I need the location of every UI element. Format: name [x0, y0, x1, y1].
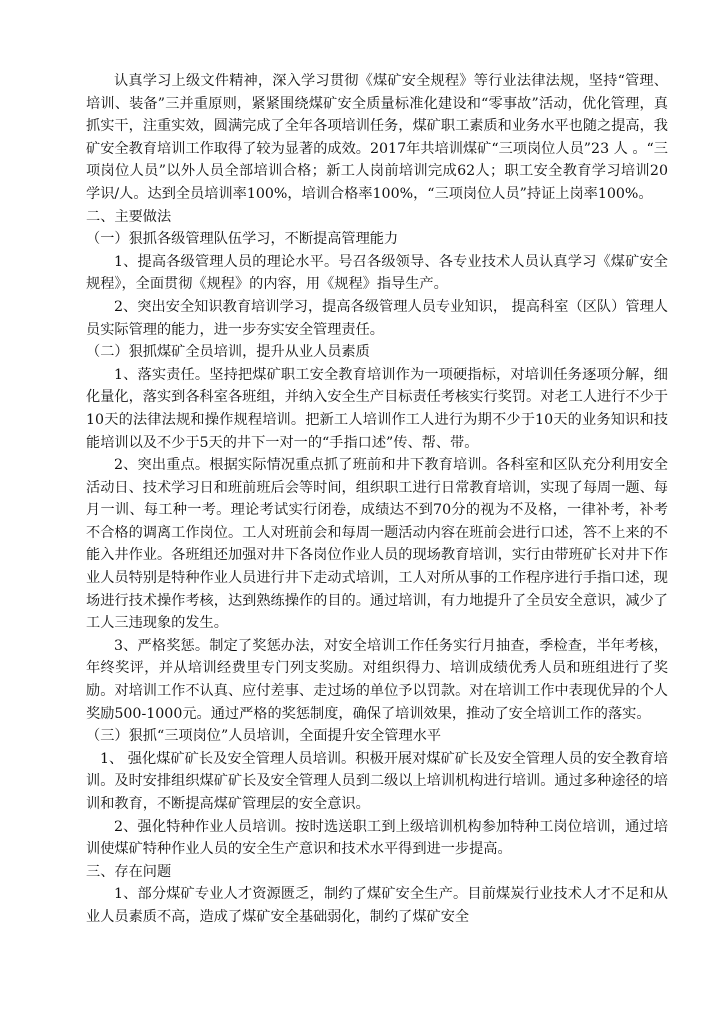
paragraph-talent-shortage: 1、部分煤矿专业人才资源匮乏，制约了煤矿安全生产。目前煤炭行业技术人才不足和从业人员素质不高，造成了煤矿安全基础弱化，制约了煤矿安全: [86, 886, 668, 925]
section-heading-main-practices: 二、主要做法: [86, 208, 172, 225]
paragraph-safety-knowledge: 2、突出安全知识教育培训学习，提高各级管理人员专业知识， 提高科室（区队）管理人员实际管理的能力，进一步夯实安全管理责任。: [86, 298, 668, 338]
subsection-heading-management-study: （一）狠抓各级管理队伍学习，不断提高管理能力: [86, 231, 399, 248]
paragraph-mine-managers: 1、 强化煤矿矿长及安全管理人员培训。积极开展对煤矿矿长及安全管理人员的安全教育培训。及时安排组织煤矿矿长及安全管理人员到二级以上培训机构进行培训。通过多种途径的培训和教育，不断提高煤矿管理层的安全意识。: [86, 750, 668, 812]
paragraph-responsibility: 1、落实责任。坚持把煤矿职工安全教育培训作为一项硬指标，对培训任务逐项分解，细化量化，落实到各科室各班组，并纳入安全生产目标责任考核实行奖罚。对老工人进行不少于10天的法律法规和操作规程培训。把新工人培训作工人进行为期不少于10天的业务知识和技能培训以及不少于5天的井下一对一的“手指口述”传、帮、带。: [86, 366, 668, 451]
intro-paragraph: 认真学习上级文件精神，深入学习贯彻《煤矿安全规程》等行业法律法规，坚持“管理、培训、装备”三并重原则，紧紧围绕煤矿安全质量标准化建设和“零事故”活动，优化管理，真抓实干，注重实效，圆满完成了全年各项培训任务，煤矿职工素质和业务水平也随之提高，我矿安全教育培训工作取得了较为显著的成效。2017年共培训煤矿“三项岗位人员”23 人 。“三项岗位人员”以外人员全部培训合格；新工人岗前培训完成62人；职工安全教育学习培训20学识/人。达到全员培训率100%，培训合格率100%，“三项岗位人员”持证上岗率100%。: [86, 73, 668, 202]
paragraph-rewards-penalties: 3、严格奖惩。制定了奖惩办法，对安全培训工作任务实行月抽查，季检查，半年考核，年终奖评，并从培训经费里专门列支奖励。对组织得力、培训成绩优秀人员和班组进行了奖励。对培训工作不认真、应付差事、走过场的单位予以罚款。对在培训工作中表现优异的个人奖励500-1000元。通过严格的奖惩制度，确保了培训效果，推动了安全培训工作的落实。: [86, 637, 668, 722]
paragraph-theory-level: 1、提高各级管理人员的理论水平。号召各级领导、各专业技术人员认真学习《煤矿安全规程》，全面贯彻《规程》的内容，用《规程》指导生产。: [86, 253, 668, 293]
paragraph-key-points: 2、突出重点。根据实际情况重点抓了班前和井下教育培训。各科室和区队充分利用安全活动日、技术学习日和班前班后会等时间，组织职工进行日常教育培训，实现了每周一题、每月一训、每工种一考。理论考试实行闭卷，成绩达不到70分的视为不及格，一律补考，补考不合格的调离工作岗位。工人对班前会和每周一题活动内容在班前会进行口述，答不上来的不能入井作业。各班组还加强对井下各岗位作业人员的现场教育培训，实行由带班矿长对井下作业人员特别是特种作业人员进行井下走动式培训，工人对所从事的工作程序进行手指口述，现场进行技术操作考核，达到熟练操作的目的。通过培训，有力地提升了全员安全意识，减少了工人三违现象的发生。: [86, 457, 668, 632]
section-heading-problems: 三、存在问题: [86, 863, 172, 880]
subsection-heading-three-posts: （三）狠抓“三项岗位”人员培训，全面提升安全管理水平: [86, 728, 442, 745]
subsection-heading-staff-training: （二）狠抓煤矿全员培训，提升从业人员素质: [86, 344, 370, 361]
paragraph-special-operators: 2、强化特种作业人员培训。按时选送职工到上级培训机构参加特种工岗位培训，通过培训使煤矿特种作业人员的安全生产意识和技术水平得到进一步提高。: [86, 818, 668, 858]
